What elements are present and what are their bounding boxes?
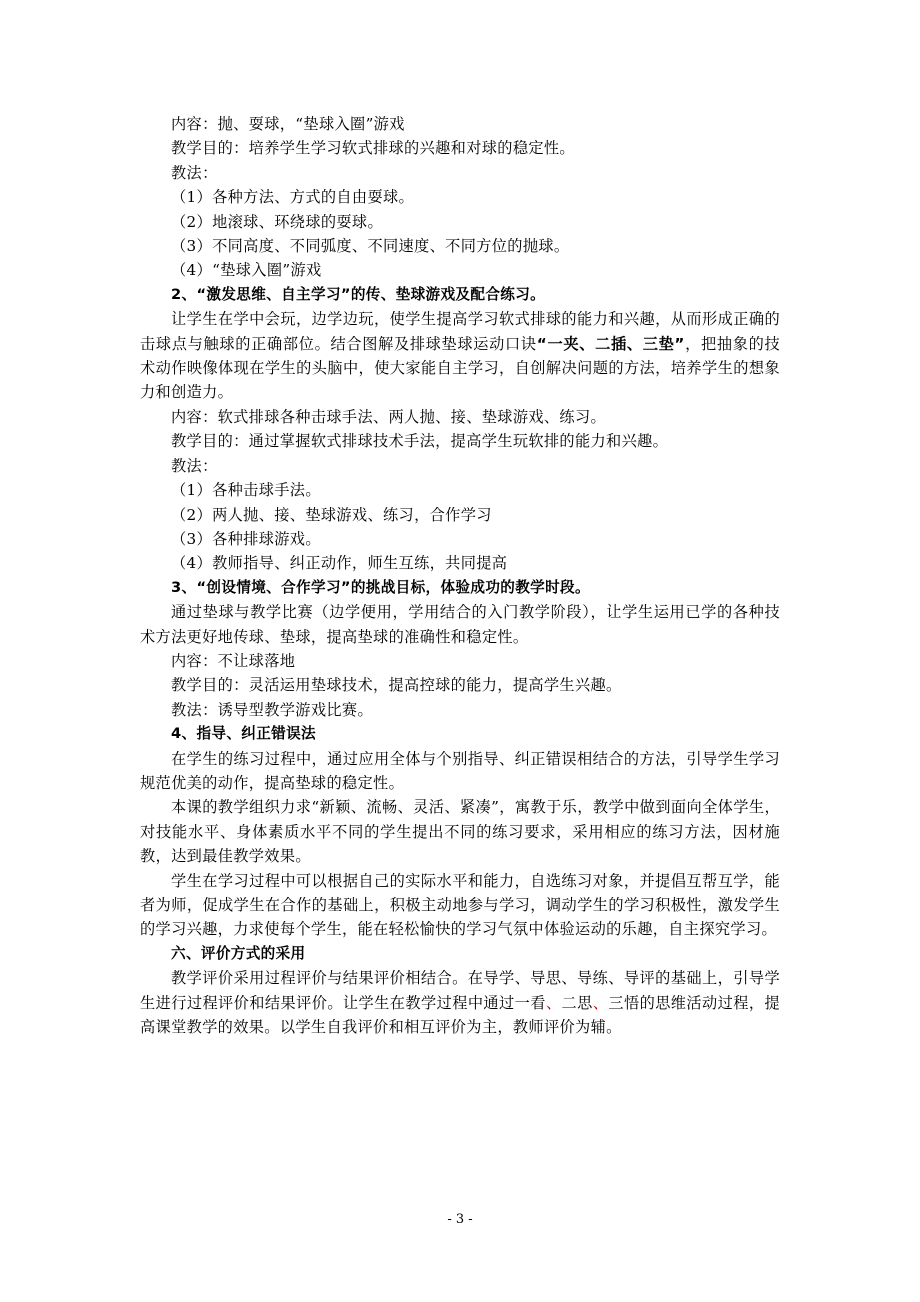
s2-method-item: （3）各种排球游戏。 bbox=[171, 529, 321, 548]
s2-para-b: ，把抽象的技术动作映像体现在学生的头脑中，使大家能自主学习，自创解决问题的方法，培养学生的想象力和创造力。 bbox=[140, 334, 781, 402]
page-number: - 3 - bbox=[447, 1212, 473, 1227]
s3-paragraph: 通过垫球与教学比赛（边学便用，学用结合的入门教学阶段），让学生运用已学的各种技术方法更好地传球、垫球，提高垫球的准确性和稳定性。 bbox=[140, 603, 780, 646]
s1-method-item: （3）不同高度、不同弧度、不同速度、不同方位的抛球。 bbox=[171, 237, 570, 256]
s2-heading: 2、“激发思维、自主学习”的传、垫球游戏及配合练习。 bbox=[171, 285, 546, 303]
s6-para-c: 三悟的思维活动过程，提高课堂教学的效果。以学生自我评价和相互评价为主，教师评价为辅。 bbox=[140, 993, 781, 1037]
s4-paragraph-3: 学生在学习过程中可以根据自己的实际水平和能力，自选练习对象，并提倡互帮互学，能者为师，促成学生在合作的基础上，积极主动地参与学习，调动学生的学习积极性，激发学生的学习兴趣，力求使每个学生，能在轻松愉快的学习气氛中体验运动的乐趣，自主探究学习。 bbox=[140, 871, 780, 939]
s1-goal: 教学目的：培养学生学习软式排球的兴趣和对球的稳定性。 bbox=[171, 139, 575, 158]
s3-goal: 教学目的：灵活运用垫球技术，提高控球的能力，提高学生兴趣。 bbox=[171, 676, 622, 695]
s4-paragraph-2: 本课的教学组织力求“新颖、流畅、灵活、紧凑”，寓教于乐，教学中做到面向全体学生，对技能水平、身体素质水平不同的学生提出不同的练习要求，采用相应的练习方法，因材施教，达到最佳教学效果。 bbox=[140, 798, 780, 866]
s3-method: 教法：诱导型教学游戏比赛。 bbox=[171, 700, 373, 719]
s4-paragraph-1: 在学生的练习过程中，通过应用全体与个别指导、纠正错误相结合的方法，引导学生学习规范优美的动作，提高垫球的稳定性。 bbox=[140, 749, 780, 792]
s2-para-a: 让学生在学中会玩，边学边玩，使学生提高学习软式排球的能力和兴趣，从而形成正确的击球点与触球的正确部位。结合图解及排球垫球运动口诀 bbox=[140, 310, 780, 353]
s2-keyword: “一夹、二插、三垫” bbox=[536, 334, 685, 353]
s2-method-item: （2）两人抛、接、垫球游戏、练习，合作学习 bbox=[171, 505, 492, 524]
s2-method-label: 教法： bbox=[171, 456, 218, 475]
document-page bbox=[140, 112, 780, 1039]
s4-heading: 4、指导、纠正错误法 bbox=[171, 725, 316, 743]
s3-heading: 3、“创设情境、合作学习”的挑战目标，体验成功的教学时段。 bbox=[171, 578, 590, 596]
s3-content: 内容：不让球落地 bbox=[171, 651, 296, 670]
s6-para-a: 教学评价采用过程评价与结果评价相结合。在导学、导思、导练、导评的基础上，引导学生进行过程评价和结果评价。让学生在教学过程中通过一看 bbox=[140, 969, 780, 1012]
s1-method-label: 教法： bbox=[171, 163, 218, 182]
s6-para-b: 二思 bbox=[561, 993, 593, 1012]
s6-heading: 六、评价方式的采用 bbox=[171, 944, 306, 962]
s1-method-item: （1）各种方法、方式的自由耍球。 bbox=[171, 188, 415, 207]
s1-method-item: （2）地滚球、环绕球的耍球。 bbox=[171, 212, 384, 231]
s2-method-item: （1）各种击球手法。 bbox=[171, 481, 321, 500]
s2-content: 内容：软式排球各种击球手法、两人抛、接、垫球游戏、练习。 bbox=[171, 407, 607, 426]
s2-method-item: （4）教师指导、纠正动作，师生互练，共同提高 bbox=[171, 554, 508, 573]
s2-goal: 教学目的：通过掌握软式排球技术手法，提高学生玩软排的能力和兴趣。 bbox=[171, 432, 669, 451]
s2-paragraph bbox=[140, 307, 780, 405]
s1-method-item: （4）“垫球入圈”游戏 bbox=[171, 261, 322, 280]
s6-sep-1: 、 bbox=[545, 993, 562, 1012]
s1-content: 内容：抛、耍球，“垫球入圈”游戏 bbox=[171, 115, 405, 133]
s6-paragraph bbox=[140, 966, 780, 1039]
s6-sep-2: 、 bbox=[592, 993, 609, 1012]
